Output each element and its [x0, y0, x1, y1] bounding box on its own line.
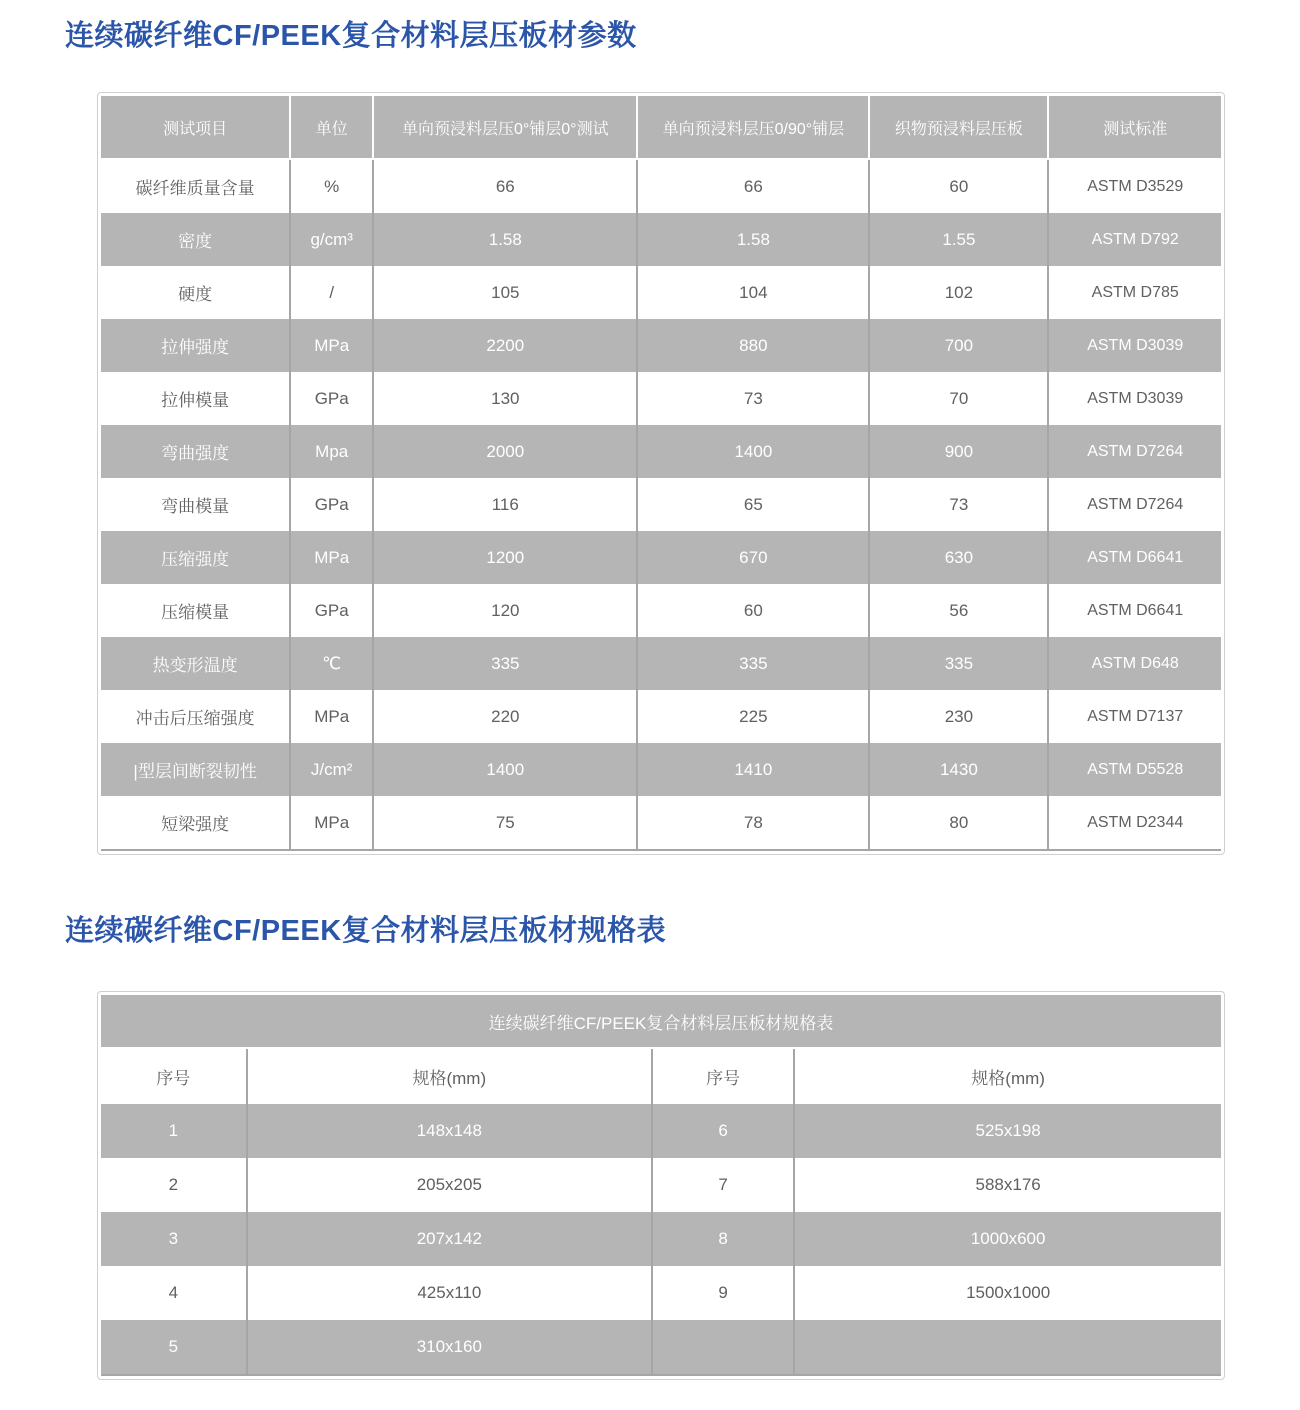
- spec-cell: [794, 1320, 1221, 1375]
- param-cell: 80: [869, 796, 1048, 850]
- param-cell: ASTM D7264: [1048, 478, 1221, 531]
- param-cell: 73: [637, 372, 869, 425]
- param-cell: 1400: [373, 743, 637, 796]
- param-cell: 104: [637, 266, 869, 319]
- table-row: [101, 425, 1221, 478]
- spec-cell: 4: [101, 1266, 247, 1320]
- spec-caption-row: [101, 995, 1221, 1048]
- param-cell: 630: [869, 531, 1048, 584]
- param-cell: MPa: [290, 531, 373, 584]
- param-cell: ASTM D5528: [1048, 743, 1221, 796]
- spec-cell: 5: [101, 1320, 247, 1375]
- table-row: [101, 743, 1221, 796]
- spec-header-index-1: 序号: [101, 1048, 247, 1104]
- spec-cell: 425x110: [247, 1266, 652, 1320]
- table-row: [101, 319, 1221, 372]
- specs-section-title: 连续碳纤维CF/PEEK复合材料层压板材规格表: [65, 915, 667, 947]
- param-cell: ASTM D7137: [1048, 690, 1221, 743]
- param-cell: J/cm²: [290, 743, 373, 796]
- param-table-container: [97, 92, 1225, 855]
- param-cell: 75: [373, 796, 637, 850]
- param-cell: 60: [637, 584, 869, 637]
- spec-header-row: [101, 1048, 1221, 1104]
- param-cell: 压缩强度: [101, 531, 290, 584]
- param-cell: 密度: [101, 213, 290, 266]
- param-cell: GPa: [290, 478, 373, 531]
- param-cell: 硬度: [101, 266, 290, 319]
- param-cell: 335: [869, 637, 1048, 690]
- param-cell: 225: [637, 690, 869, 743]
- param-header-test-item: 测试项目: [101, 96, 290, 159]
- param-table: [101, 96, 1221, 851]
- param-cell: 78: [637, 796, 869, 850]
- param-cell: 弯曲模量: [101, 478, 290, 531]
- spec-table-caption: 连续碳纤维CF/PEEK复合材料层压板材规格表: [101, 995, 1221, 1048]
- param-cell: 热变形温度: [101, 637, 290, 690]
- spec-table-container: [97, 991, 1225, 1380]
- param-cell: 冲击后压缩强度: [101, 690, 290, 743]
- param-cell: 拉伸强度: [101, 319, 290, 372]
- spec-cell: 8: [652, 1212, 794, 1266]
- table-row: [101, 690, 1221, 743]
- param-cell: ASTM D3039: [1048, 372, 1221, 425]
- param-cell: 1400: [637, 425, 869, 478]
- param-cell: |型层间断裂韧性: [101, 743, 290, 796]
- table-row: [101, 1158, 1221, 1212]
- param-cell: 66: [637, 159, 869, 213]
- param-cell: 60: [869, 159, 1048, 213]
- spec-cell: 207x142: [247, 1212, 652, 1266]
- table-row: [101, 1212, 1221, 1266]
- table-row: [101, 213, 1221, 266]
- table-row: [101, 266, 1221, 319]
- param-cell: ℃: [290, 637, 373, 690]
- param-cell: 130: [373, 372, 637, 425]
- spec-cell: 525x198: [794, 1104, 1221, 1158]
- param-cell: ASTM D6641: [1048, 584, 1221, 637]
- param-cell: ASTM D6641: [1048, 531, 1221, 584]
- param-cell: ASTM D785: [1048, 266, 1221, 319]
- table-row: [101, 372, 1221, 425]
- spec-header-size-2: 规格(mm): [794, 1048, 1221, 1104]
- spec-cell: 1500x1000: [794, 1266, 1221, 1320]
- param-cell: 900: [869, 425, 1048, 478]
- param-cell: Mpa: [290, 425, 373, 478]
- param-cell: 73: [869, 478, 1048, 531]
- param-cell: 220: [373, 690, 637, 743]
- spec-table: [101, 995, 1221, 1376]
- param-header-fabric: 织物预浸料层压板: [869, 96, 1048, 159]
- param-cell: 70: [869, 372, 1048, 425]
- param-cell: ASTM D3039: [1048, 319, 1221, 372]
- param-cell: 1410: [637, 743, 869, 796]
- table-row: [101, 1320, 1221, 1375]
- param-cell: 670: [637, 531, 869, 584]
- spec-cell: 205x205: [247, 1158, 652, 1212]
- table-row: [101, 637, 1221, 690]
- param-cell: 880: [637, 319, 869, 372]
- param-cell: g/cm³: [290, 213, 373, 266]
- param-cell: 56: [869, 584, 1048, 637]
- param-cell: GPa: [290, 372, 373, 425]
- param-header-ud-0deg: 单向预浸料层压0°铺层0°测试: [373, 96, 637, 159]
- spec-cell: 1000x600: [794, 1212, 1221, 1266]
- spec-cell: 588x176: [794, 1158, 1221, 1212]
- param-cell: 拉伸模量: [101, 372, 290, 425]
- param-cell: 1200: [373, 531, 637, 584]
- spec-cell: 1: [101, 1104, 247, 1158]
- spec-header-index-2: 序号: [652, 1048, 794, 1104]
- param-header-ud-0-90deg: 单向预浸料层压0/90°铺层: [637, 96, 869, 159]
- param-cell: 1430: [869, 743, 1048, 796]
- param-cell: MPa: [290, 690, 373, 743]
- param-cell: 1.55: [869, 213, 1048, 266]
- param-cell: 105: [373, 266, 637, 319]
- param-cell: 碳纤维质量含量: [101, 159, 290, 213]
- param-cell: MPa: [290, 319, 373, 372]
- param-cell: %: [290, 159, 373, 213]
- param-cell: 102: [869, 266, 1048, 319]
- param-cell: MPa: [290, 796, 373, 850]
- spec-cell: 310x160: [247, 1320, 652, 1375]
- param-cell: /: [290, 266, 373, 319]
- param-cell: 短梁强度: [101, 796, 290, 850]
- table-row: [101, 531, 1221, 584]
- param-cell: 700: [869, 319, 1048, 372]
- spec-cell: 3: [101, 1212, 247, 1266]
- param-header-row: [101, 96, 1221, 159]
- table-row: [101, 796, 1221, 850]
- table-row: [101, 1104, 1221, 1158]
- spec-cell: 6: [652, 1104, 794, 1158]
- param-header-unit: 单位: [290, 96, 373, 159]
- spec-cell: 2: [101, 1158, 247, 1212]
- param-cell: 2000: [373, 425, 637, 478]
- param-cell: 116: [373, 478, 637, 531]
- param-cell: 335: [637, 637, 869, 690]
- param-cell: 66: [373, 159, 637, 213]
- param-cell: ASTM D7264: [1048, 425, 1221, 478]
- param-cell: ASTM D648: [1048, 637, 1221, 690]
- table-row: [101, 1266, 1221, 1320]
- param-cell: 65: [637, 478, 869, 531]
- spec-header-size-1: 规格(mm): [247, 1048, 652, 1104]
- spec-cell: 148x148: [247, 1104, 652, 1158]
- param-cell: 压缩模量: [101, 584, 290, 637]
- table-row: [101, 159, 1221, 213]
- param-header-standard: 测试标准: [1048, 96, 1221, 159]
- param-cell: 2200: [373, 319, 637, 372]
- param-cell: GPa: [290, 584, 373, 637]
- param-cell: ASTM D792: [1048, 213, 1221, 266]
- param-cell: ASTM D3529: [1048, 159, 1221, 213]
- spec-cell: [652, 1320, 794, 1375]
- param-cell: 弯曲强度: [101, 425, 290, 478]
- param-cell: 335: [373, 637, 637, 690]
- param-cell: 120: [373, 584, 637, 637]
- param-cell: 230: [869, 690, 1048, 743]
- table-row: [101, 478, 1221, 531]
- spec-cell: 9: [652, 1266, 794, 1320]
- table-row: [101, 584, 1221, 637]
- spec-cell: 7: [652, 1158, 794, 1212]
- param-cell: 1.58: [373, 213, 637, 266]
- param-cell: 1.58: [637, 213, 869, 266]
- param-cell: ASTM D2344: [1048, 796, 1221, 850]
- params-section-title: 连续碳纤维CF/PEEK复合材料层压板材参数: [65, 20, 637, 52]
